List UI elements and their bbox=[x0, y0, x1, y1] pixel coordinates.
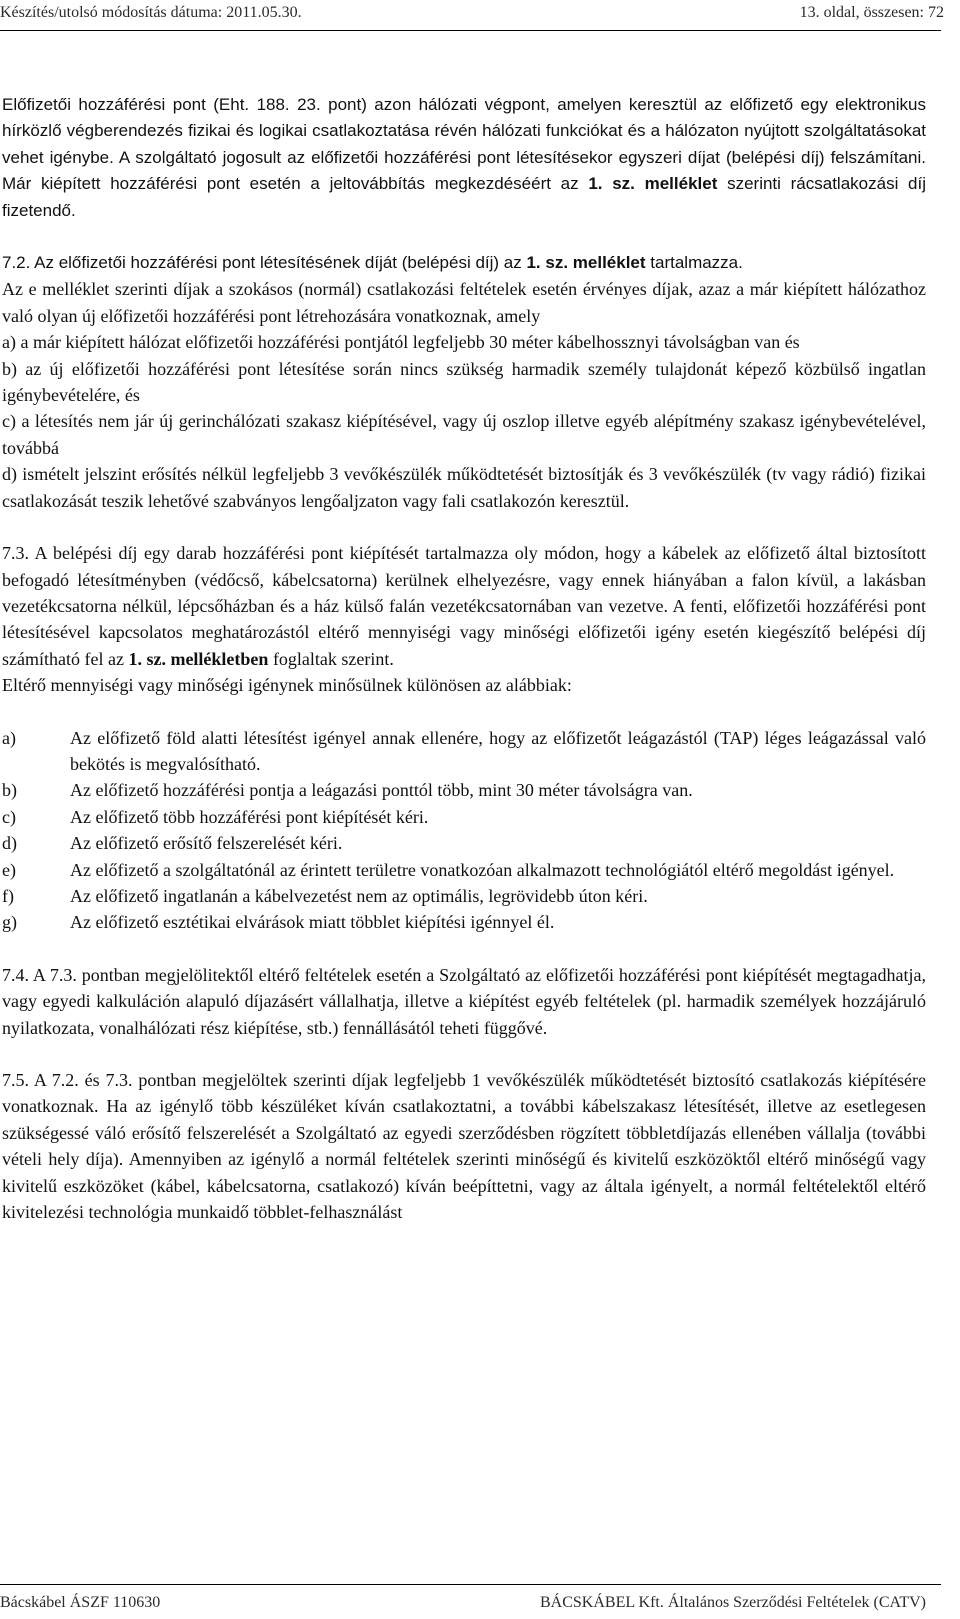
document-body bbox=[2, 92, 926, 1225]
paragraph-conditions-intro: Az e melléklet szerinti díjak a szokásos (normál) csatlakozási feltételek esetén érvényes díjak, azaz a már kiépített hálózathoz való olyan új előfizetői hozzáférési pont létrehozására vonatkoznak, amely bbox=[2, 279, 926, 326]
list-item-text: Az előfizető több hozzáférési pont kiépítését kéri. bbox=[70, 806, 429, 827]
deviation-list bbox=[2, 725, 926, 936]
list-item-text: Az előfizető esztétikai elvárások miatt többlet kiépítési igénnyel él. bbox=[70, 912, 555, 933]
list-marker: b) bbox=[2, 780, 17, 801]
list-item-text: Az előfizető a szolgáltatónál az érintett területre vonatkozóan alkalmazott technológiától eltérő megoldást igényel. bbox=[70, 859, 895, 880]
list-item bbox=[2, 830, 926, 856]
header-page-number: 13. oldal, összesen: 72 bbox=[799, 4, 944, 21]
list-marker: e) bbox=[2, 859, 16, 880]
paragraph-7-4: 7.4. A 7.3. pontban megjelölitektől eltérő feltételek esetén a Szolgáltató az előfizetői hozzáférési pont kiépítését megtagadhatja, vagy egyedi kalkuláción alapuló díjazásért vállalhatja, illetve a kiépítést egyéb feltételek (pl. harmadik személyek hozzájáruló nyilatkozata, vonalhálózati rész kiépítése, stb.) fennállásától teheti függővé. bbox=[2, 964, 926, 1038]
list-item bbox=[2, 883, 926, 909]
list-marker: d) bbox=[2, 833, 17, 854]
header-date: Készítés/utolsó módosítás dátuma: 2011.05.30. bbox=[0, 4, 302, 21]
list-item bbox=[2, 804, 926, 830]
header-rule bbox=[0, 30, 941, 31]
paragraph-text: Előfizetői hozzáférési pont (Eht. 188. 23. pont) azon hálózati végpont, amelyen keresztül az előfizető egy elektronikus hírközlő végberendezés fizikai és logikai csatlakoztatása révén hálózati funkciókat és a hálózaton nyújtott szolgáltatásokat vehet igénybe. A szolgáltató jogosult az előfizetői hozzáférési pont létesítésekor egyszeri díjat (belépési díj) felszámítani. Már kiépített hozzáférési pont esetén a jeltovábbítás megkezdéséért az bbox=[2, 95, 926, 194]
paragraph-text: tartalmazza. bbox=[645, 253, 743, 273]
list-marker: g) bbox=[2, 912, 17, 933]
list-marker: a) bbox=[2, 727, 16, 748]
list-item-text: Az előfizető föld alatti létesítést igényel annak ellenére, hogy az előfizetőt leágazástól (TAP) léges leágazással való bekötés is megvalósítható. bbox=[70, 727, 926, 774]
footer-document-title: BÁCSKÁBEL Kft. Általános Szerződési Feltételek (CATV) bbox=[539, 1594, 926, 1611]
list-item-text: Az előfizető erősítő felszerelését kéri. bbox=[70, 833, 343, 854]
footer-rule bbox=[0, 1584, 941, 1585]
list-item bbox=[2, 909, 926, 935]
paragraph-definition bbox=[2, 92, 926, 224]
paragraph-7-2 bbox=[2, 250, 926, 276]
paragraph-text: foglaltak szerint. bbox=[268, 648, 394, 669]
bold-reference: 1. sz. melléklet bbox=[526, 253, 646, 273]
page-header bbox=[0, 4, 960, 26]
paragraph-list-intro: Eltérő mennyiségi vagy minőségi igénynek minősülnek különösen az alábbiak: bbox=[2, 675, 572, 696]
paragraph-7-5: 7.5. A 7.2. és 7.3. pontban megjelöltek szerinti díjak legfeljebb 1 vevőkészülék működtetését biztosító csatlakozás kiépítésére vonatkoznak. Ha az igénylő több készüléket kíván csatlakoztatni, a további kábelszakasz létesítését, illetve az esetlegesen szükségessé váló erősítő felszerelését a Szolgáltató az egyedi szerződésben rögzített többletdíjazás ellenében vállalja (további vételi hely díja). Amennyiben az igénylő a normál feltételek szerinti minőségű és kivitelű eszközöktől eltérő minőségű vagy kivitelű eszközöket (kábel, kábelcsatorna, csatlakozó) kíván beépíttetni, vagy az általa igényelt, a normál feltételektől eltérő kivitelezési technológia munkaidő többlet-felhasználást bbox=[2, 1070, 926, 1223]
list-item bbox=[2, 777, 926, 803]
list-item-text: Az előfizető ingatlanán a kábelvezetést nem az optimális, legrövidebb úton kéri. bbox=[70, 885, 648, 906]
page-footer bbox=[0, 1584, 960, 1614]
list-marker: c) bbox=[2, 806, 16, 827]
list-item-text: Az előfizető hozzáférési pontja a leágazási ponttól több, mint 30 méter távolságra van. bbox=[70, 780, 693, 801]
paragraph-text: 7.3. A belépési díj egy darab hozzáférési pont kiépítését tartalmazza oly módon, hogy a kábelek az előfizető által biztosított befogadó létesítményben (védőcső, kábelcsatorna) kerülnek elhelyezésre, vagy ennek hiányában a falon kívül, a lakásban vezetékcsatorna nélkül, lépcsőházban és a ház külső falán vezetékcsatornában van vezetve. A fenti, előfizetői hozzáférési pont létesítésével kapcsolatos meghatározástól eltérő mennyiségi vagy minőségi előfizetői igény esetén kiegészítő belépési díj számítható fel az bbox=[2, 543, 926, 669]
condition-c: c) a létesítés nem jár új gerinchálózati szakasz kiépítésével, vagy új oszlop illetve egyéb alépítmény szakasz igénybevételével, továbbá bbox=[2, 411, 926, 458]
paragraph-text: szerinti rácsatlakozási díj fizetendő. bbox=[2, 174, 927, 220]
condition-d: d) ismételt jelszint erősítés nélkül legfeljebb 3 vevőkészülék működtetését biztosítják és 3 vevőkészülék (tv vagy rádió) fizikai csatlakozását teszik lehetővé szabványos lengőaljzaton vagy fali csatlakozón keresztül. bbox=[2, 464, 926, 511]
bold-reference: 1. sz. mellékletben bbox=[128, 648, 269, 669]
list-item bbox=[2, 725, 926, 778]
condition-b: b) az új előfizetői hozzáférési pont létesítése során nincs szükség harmadik személy tulajdonát képező közbülső ingatlan igénybevételére, és bbox=[2, 358, 926, 406]
list-marker: f) bbox=[2, 885, 14, 906]
list-item bbox=[2, 857, 926, 883]
paragraph-7-3 bbox=[2, 540, 926, 672]
bold-reference: 1. sz. melléklet bbox=[588, 174, 718, 194]
condition-a: a) a már kiépített hálózat előfizetői hozzáférési pontjától legfeljebb 30 méter kábelhossznyi távolságban van és bbox=[2, 332, 800, 353]
paragraph-text: 7.2. Az előfizetői hozzáférési pont létesítésének díját (belépési díj) az bbox=[2, 253, 527, 273]
footer-document-id: Bácskábel ÁSZF 110630 bbox=[0, 1594, 161, 1611]
